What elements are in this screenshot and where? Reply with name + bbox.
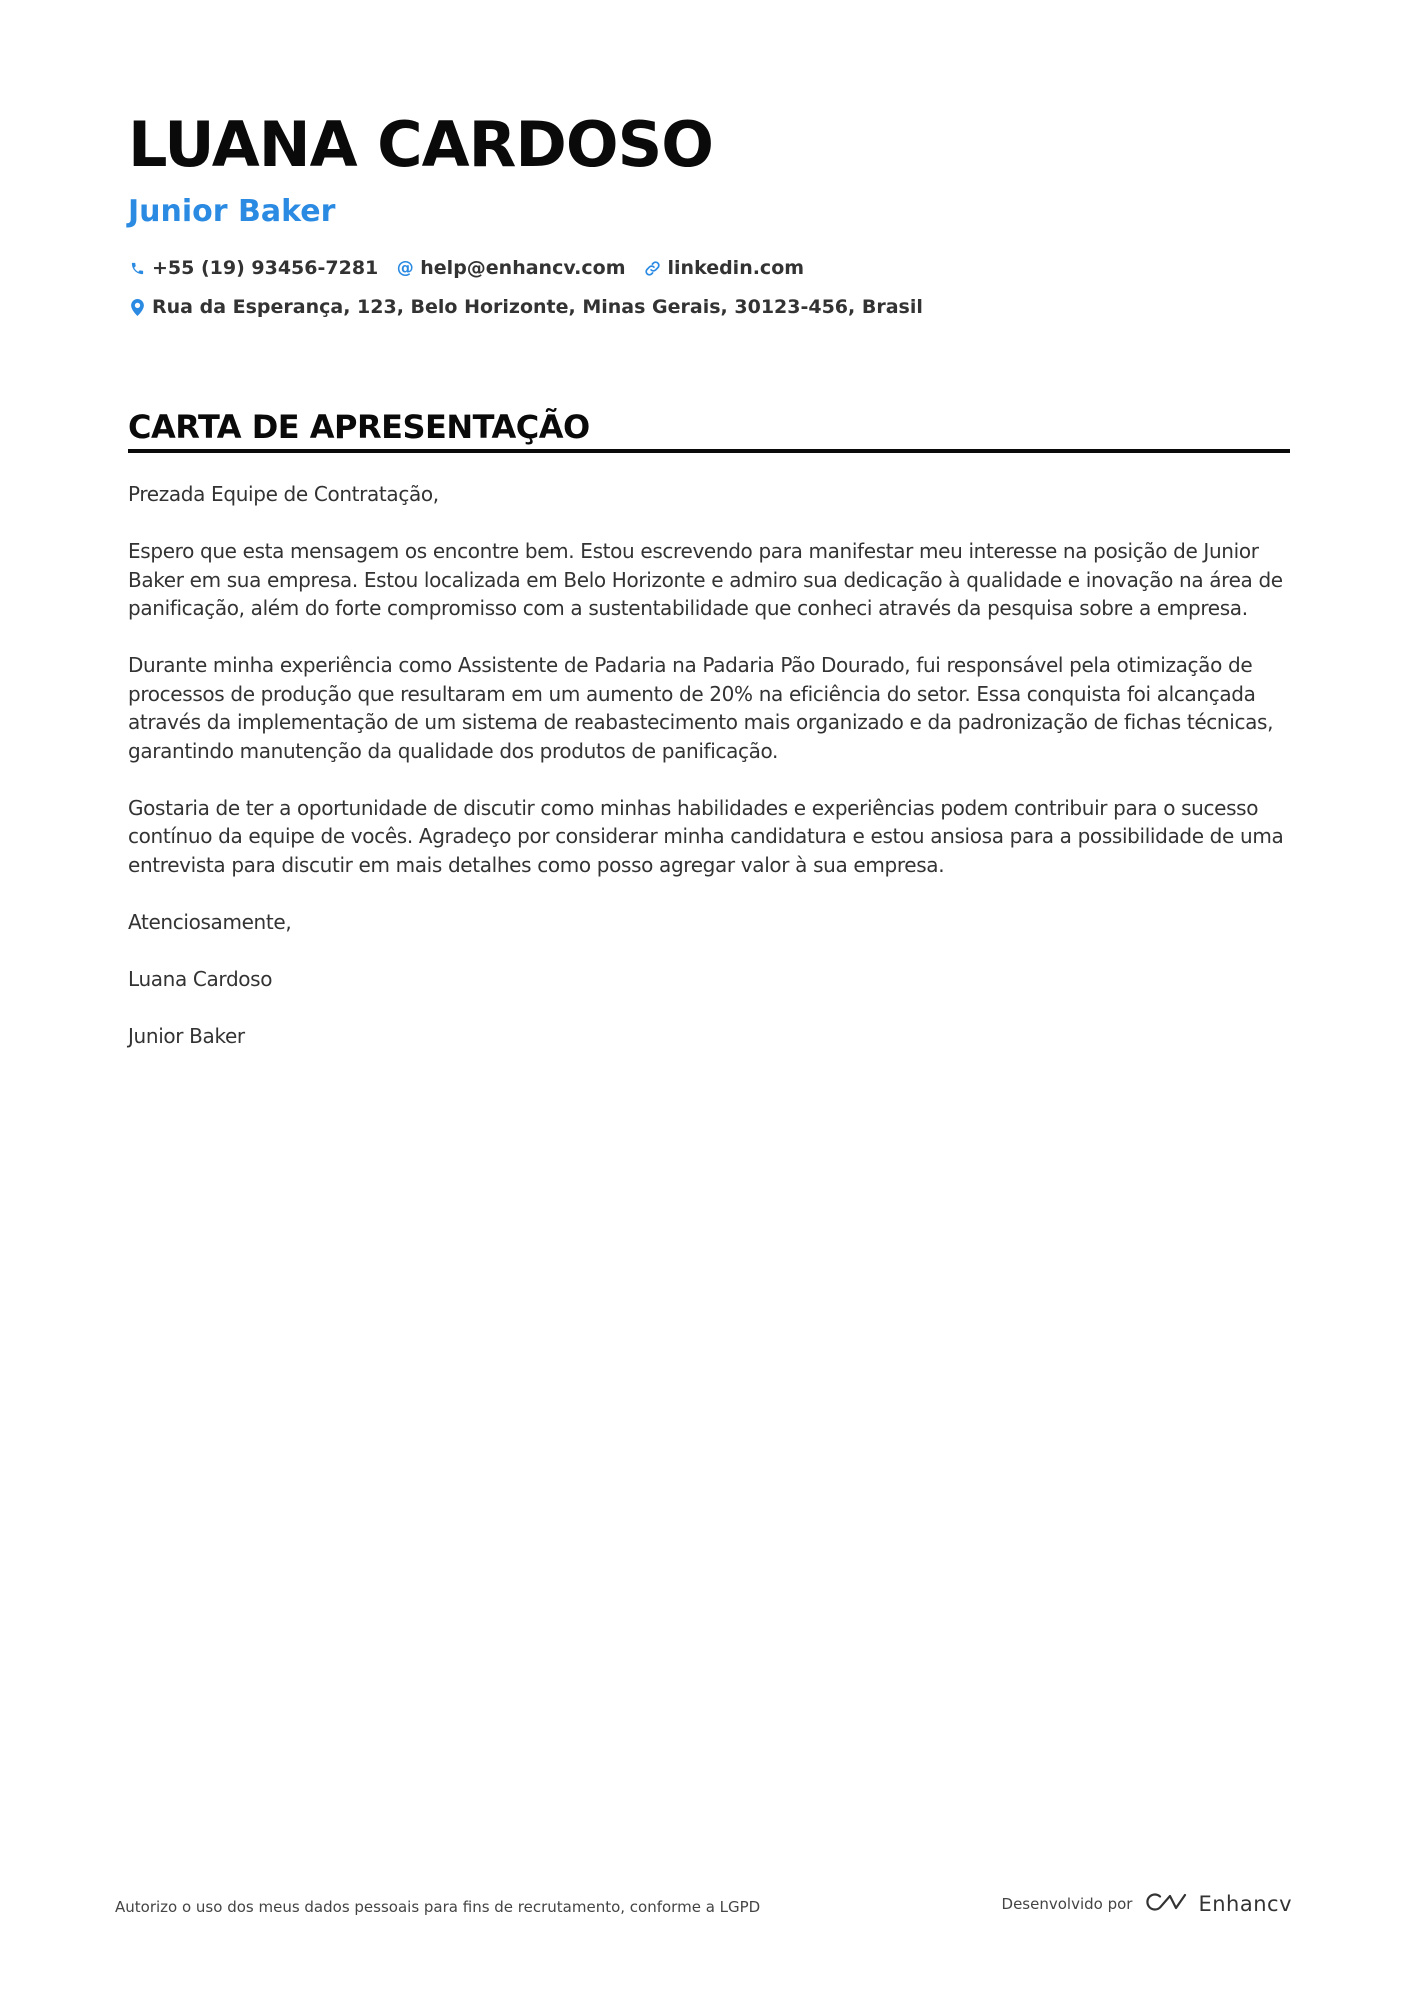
linkedin-text[interactable]: linkedin.com bbox=[667, 257, 805, 279]
phone-text: +55 (19) 93456-7281 bbox=[152, 257, 379, 279]
letter-greeting: Prezada Equipe de Contratação, bbox=[128, 482, 439, 506]
letter-paragraph: Espero que esta mensagem os encontre bem. Estou escrevendo para manifestar meu interesse na posição de Junior Baker em sua empresa. Estou localizada em Belo Horizonte e admiro sua dedicação à qualidade e inovação na área de panificação, além do forte compromisso com a sustentabilidade que conheci através da pesquisa sobre a empresa. bbox=[128, 539, 1283, 620]
candidate-name: LUANA CARDOSO bbox=[128, 108, 713, 181]
contact-row-address bbox=[128, 293, 941, 321]
contact-email[interactable] bbox=[396, 257, 625, 279]
brand-name: Enhancv bbox=[1198, 1892, 1292, 1916]
section-title: CARTA DE APRESENTAÇÃO bbox=[128, 408, 590, 446]
letter-paragraph: Gostaria de ter a oportunidade de discutir como minhas habilidades e experiências podem contribuir para o sucesso contínuo da equipe de vocês. Agradeço por considerar minha candidatura e estou ansiosa para a possibilidade de uma entrevista para discutir em mais detalhes como posso agregar valor à sua empresa. bbox=[128, 795, 1284, 877]
letter-paragraph: Durante minha experiência como Assistente de Padaria na Padaria Pão Dourado, fui responsável pela otimização de processos de produção que resultaram em um aumento de 20% na eficiência do setor. Essa conquista foi alcançada através da implementação de um sistema de reabastecimento mais organizado e da padronização de fichas técnicas, garantindo manutenção da qualidade dos produtos de panificação. bbox=[128, 653, 1274, 763]
powered-by-label: Desenvolvido por bbox=[1001, 1895, 1133, 1913]
enhancv-logo-icon bbox=[1144, 1890, 1188, 1918]
letter-closing: Atenciosamente, bbox=[128, 909, 292, 934]
location-pin-icon bbox=[128, 298, 146, 316]
contact-address bbox=[128, 296, 923, 318]
footer-branding[interactable] bbox=[1002, 1890, 1292, 1918]
at-icon: @ bbox=[396, 258, 414, 278]
section-divider bbox=[128, 449, 1290, 453]
phone-icon bbox=[128, 259, 146, 277]
signature-name: Luana Cardoso bbox=[128, 966, 273, 991]
candidate-role: Junior Baker bbox=[128, 194, 336, 229]
contact-linkedin[interactable] bbox=[644, 257, 805, 279]
link-icon bbox=[644, 259, 662, 277]
contact-row-primary bbox=[128, 254, 822, 282]
address-text: Rua da Esperança, 123, Belo Horizonte, Minas Gerais, 30123-456, Brasil bbox=[152, 296, 923, 318]
contact-phone bbox=[128, 257, 378, 279]
letter-body bbox=[128, 480, 1296, 1079]
footer-consent: Autorizo o uso dos meus dados pessoais para fins de recrutamento, conforme a LGPD bbox=[115, 1898, 761, 1916]
signature-role: Junior Baker bbox=[128, 1023, 245, 1048]
email-text[interactable]: help@enhancv.com bbox=[420, 257, 626, 279]
